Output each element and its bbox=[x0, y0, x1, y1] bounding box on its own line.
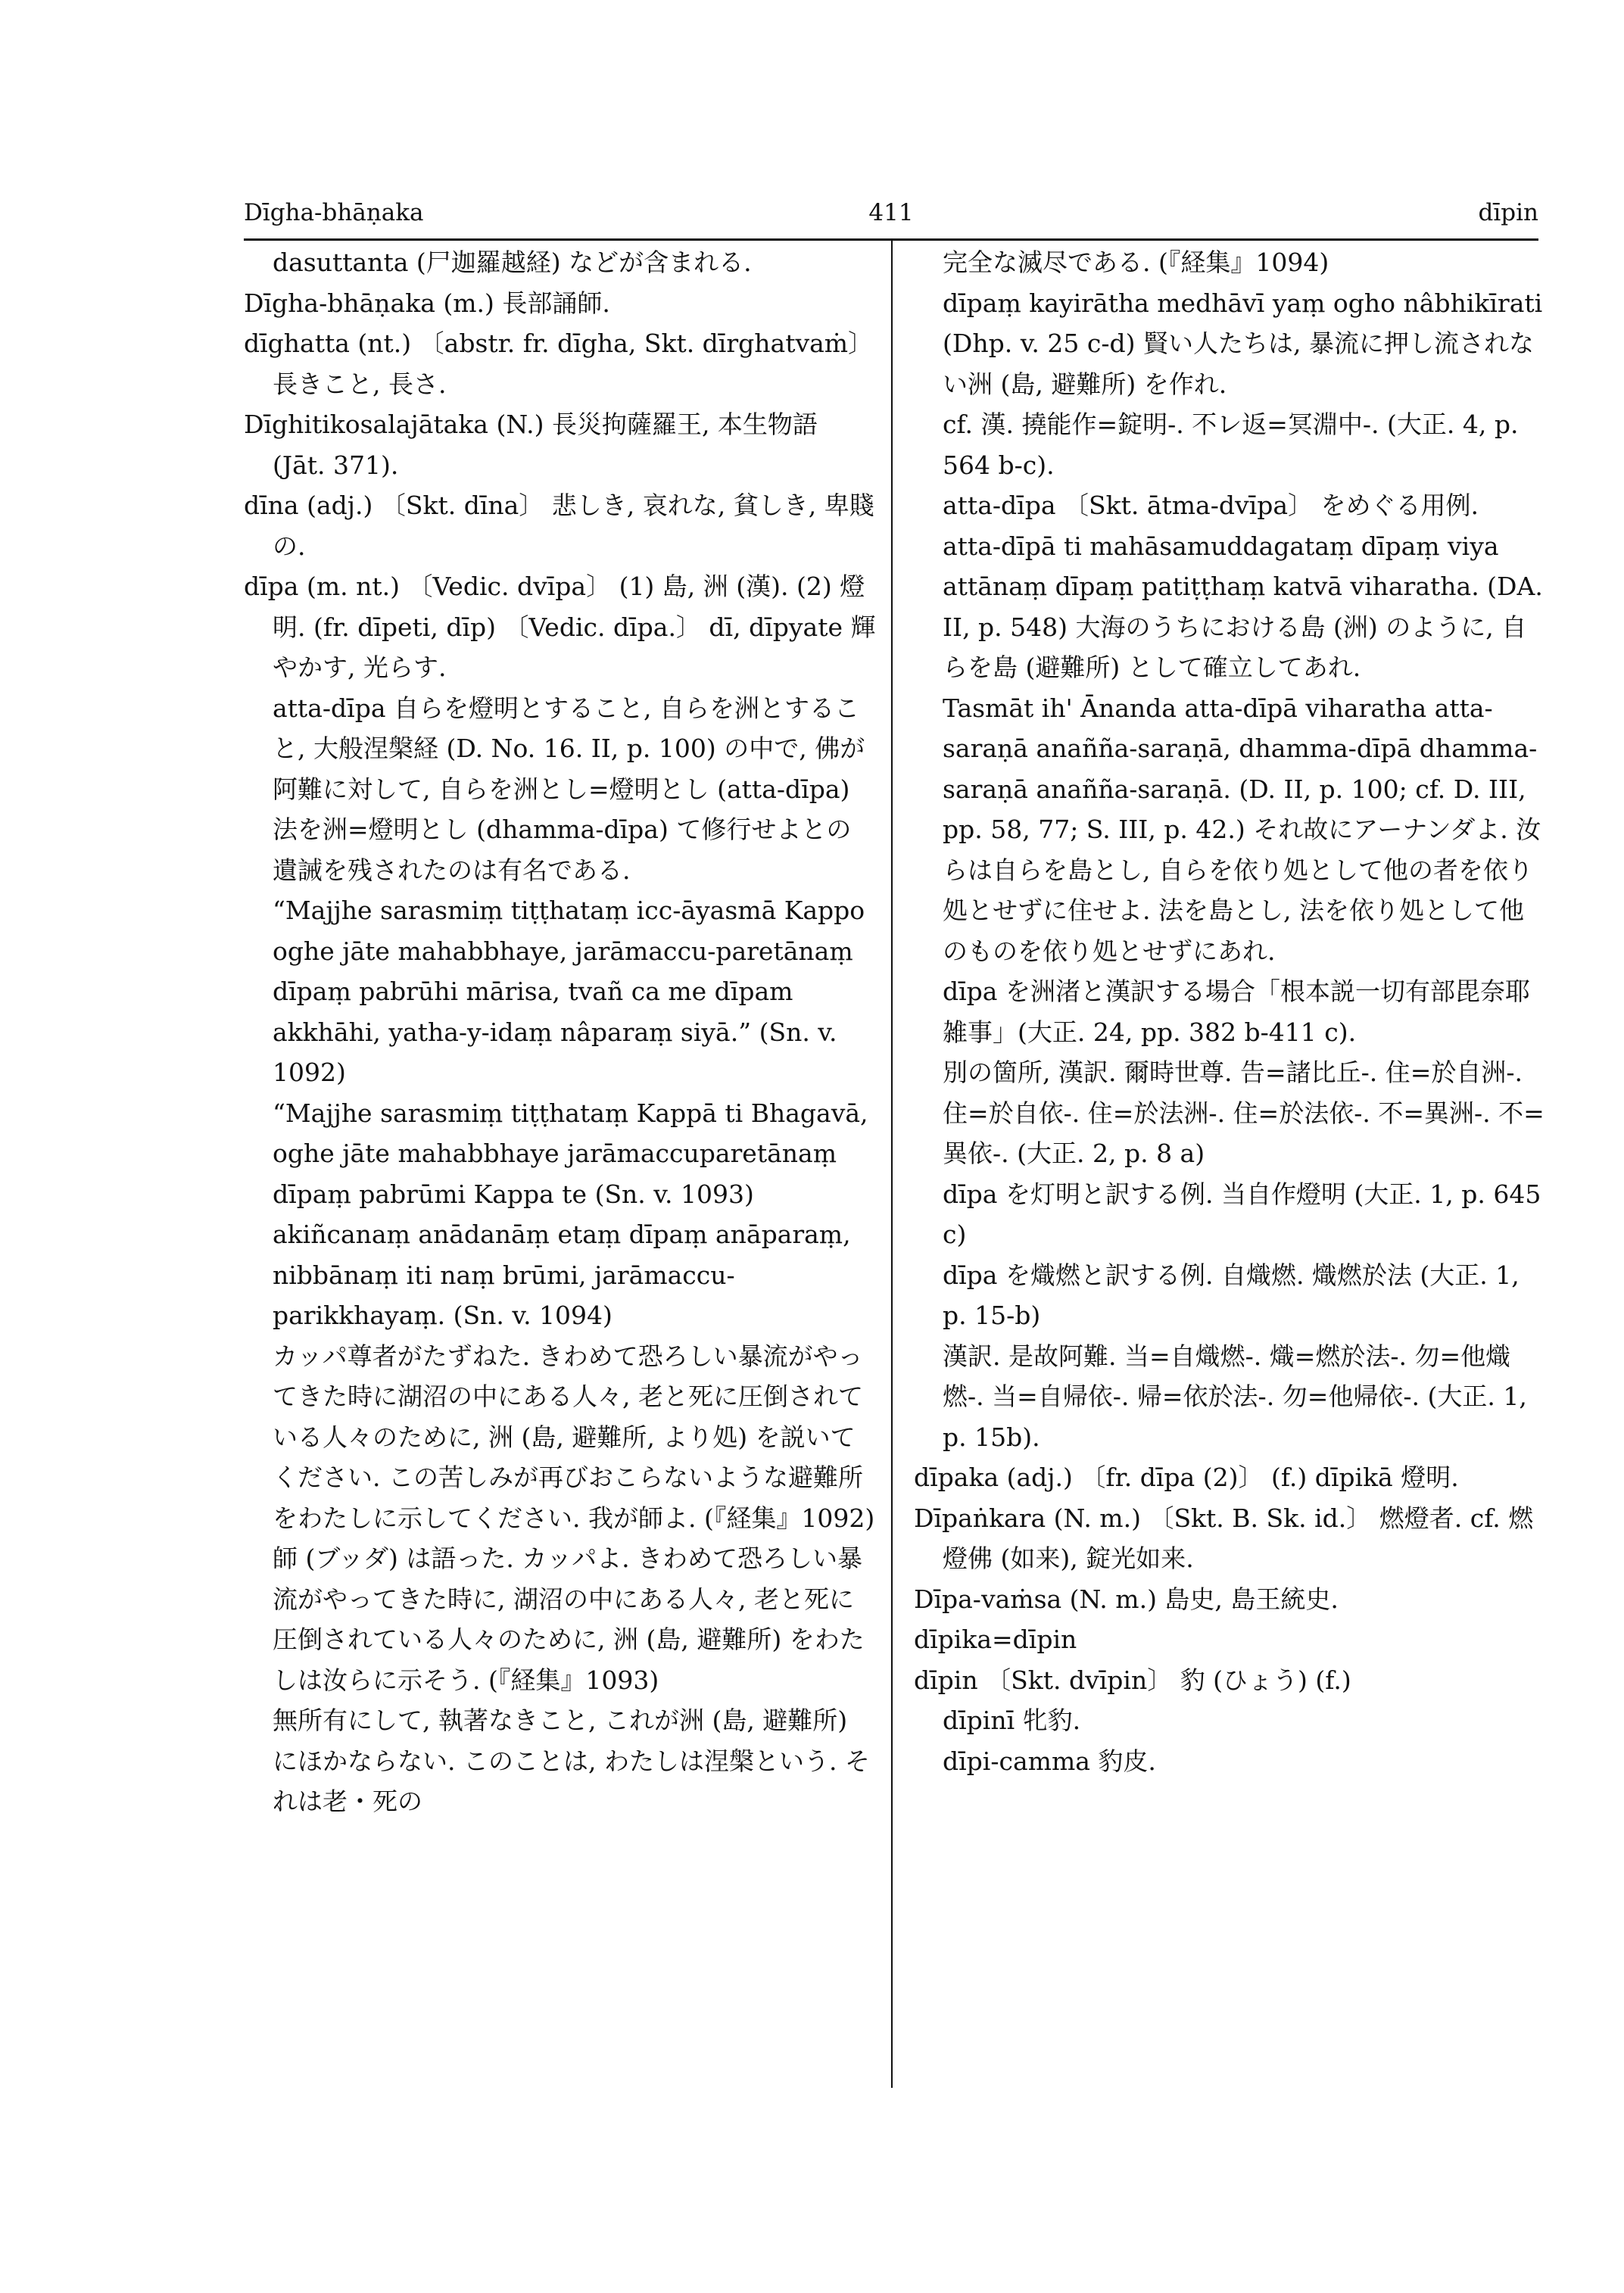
dictionary-entry: Dīghitikosalajātaka (N.) 長災拘薩羅王, 本生物語 (Jāt. 371). bbox=[244, 410, 818, 480]
running-head-right: dīpin bbox=[1478, 199, 1538, 226]
dictionary-entry: dīpa (m. nt.) 〔Vedic. dvīpa〕 (1) 島, 洲 (漢). (2) 燈明. (fr. dīpeti, dīp) 〔Vedic. dīpa.〕 dī, dīpyate 輝やかす, 光らす. bbox=[244, 572, 876, 682]
dictionary-entry: dīna (adj.) 〔Skt. dīna〕 悲しき, 哀れな, 貧しき, 卑賤の. bbox=[244, 491, 874, 561]
running-head-left: Dīgha-bhāṇaka bbox=[244, 199, 424, 226]
entry-text: dīpinī 牝豹. bbox=[943, 1706, 1081, 1735]
page-number: 411 bbox=[868, 199, 914, 226]
entry-text: dīpa を洲渚と漢訳する場合「根本説一切有部毘奈耶雑事」(大正. 24, pp. 382 b-411 c). bbox=[943, 977, 1530, 1047]
entry-text: “Majjhe sarasmiṃ tiṭṭhataṃ Kappā ti Bhagavā, oghe jāte mahabbhaye jarāmaccuparetānaṃ dīpaṃ pabrūmi Kappa te (Sn. v. 1093) bbox=[273, 1098, 868, 1209]
entry-text: 師 (ブッダ) は語った. カッパよ. きわめて恐ろしい暴流がやってきた時に, 湖沼の中にある人々, 老と死に圧倒されている人々のために, 洲 (島, 避難所) をわたしは汝らに示そう. (『経集』1093) bbox=[273, 1544, 865, 1695]
dictionary-entry: dīpaka (adj.) 〔fr. dīpa (2)〕 (f.) dīpikā 燈明. bbox=[914, 1463, 1459, 1492]
dictionary-entry: Dīpa-vaṁsa (N. m.) 島史, 島王統史. bbox=[914, 1584, 1339, 1614]
dictionary-entry: Dīgha-bhāṇaka (m.) 長部誦師. bbox=[244, 288, 610, 318]
entry-text: dasuttanta (尸迦羅越経) などが含まれる. bbox=[273, 248, 752, 277]
entry-text: cf. 漢. 撓能作=錠明-. 不レ返=冥淵中-. (大正. 4, p. 564 b-c). bbox=[943, 410, 1519, 480]
entry-text: dīpa を灯明と訳する例. 当自作燈明 (大正. 1, p. 645 c) bbox=[943, 1179, 1541, 1249]
entry-text: 無所有にして, 執著なきこと, これが洲 (島, 避難所) にほかならない. このことは, わたしは涅槃という. それは老・死の bbox=[273, 1706, 870, 1816]
entry-text: atta-dīpa 〔Skt. ātma-dvīpa〕 をめぐる用例. bbox=[943, 491, 1479, 520]
dictionary-entry: dīpika=dīpin bbox=[914, 1625, 1077, 1654]
entry-text: “Majjhe sarasmiṃ tiṭṭhataṃ icc-āyasmā Kappo oghe jāte mahabbhaye, jarāmaccu-paretānaṃ dīpaṃ pabrūhi mārisa, tvañ ca me dīpam akkhāhi, yatha-y-idaṃ nâparaṃ siyā.” (Sn. v. 1092) bbox=[273, 896, 865, 1087]
entry-text: atta-dīpa 自らを燈明とすること, 自らを洲とすること, 大般涅槃経 (D. No. 16. II, p. 100) の中で, 佛が阿難に対して, 自らを洲とし=燈明とし (atta-dīpa) 法を洲=燈明とし (dhamma-dīpa) て修行せよとの遺誡を残されたのは有名である. bbox=[273, 693, 865, 885]
entry-text: dīpa を熾燃と訳する例. 自熾燃. 熾燃於法 (大正. 1, p. 15-b) bbox=[943, 1260, 1520, 1330]
dictionary-entry: dīghatta (nt.) 〔abstr. fr. dīgha, Skt. dīrghatvaṁ〕 長きこと, 長さ. bbox=[244, 329, 874, 399]
entry-text: atta-dīpā ti mahāsamuddagataṃ dīpaṃ viya attānaṃ dīpaṃ patiṭṭhaṃ katvā viharatha. (DA. II, p. 548) 大海のうちにおける島 (洲) のように, 自らを島 (避難所) として確立してあれ. bbox=[943, 531, 1543, 682]
entry-text: 別の箇所, 漢訳. 爾時世尊. 告=諸比丘-. 住=於自洲-. 住=於自依-. 住=於法洲-. 住=於法依-. 不=異洲-. 不=異依-. (大正. 2, p. 8 a) bbox=[943, 1058, 1545, 1168]
page-header bbox=[244, 193, 1538, 241]
entry-text: dīpaṃ kayirātha medhāvī yaṃ ogho nâbhikīrati (Dhp. v. 25 c-d) 賢い人たちは, 暴流に押し流されない洲 (島, 避難所) を作れ. bbox=[943, 288, 1543, 399]
left-column bbox=[244, 242, 876, 1822]
entry-text: dīpi-camma 豹皮. bbox=[943, 1746, 1156, 1776]
entry-text: 漢訳. 是故阿難. 当=自熾燃-. 熾=燃於法-. 勿=他熾燃-. 当=自帰依-. 帰=依於法-. 勿=他帰依-. (大正. 1, p. 15b). bbox=[943, 1341, 1527, 1452]
entry-text: Tasmāt ih' Ānanda atta-dīpā viharatha atta-saraṇā anañña-saraṇā, dhamma-dīpā dhamma-saraṇā anañña-saraṇā. (D. II, p. 100; cf. D. III, pp. 58, 77; S. III, p. 42.) それ故にアーナンダよ. 汝らは自らを島とし, 自らを依り処として他の者を依り処とせずに住せよ. 法を島とし, 法を依り処として他のものを依り処とせずにあれ. bbox=[943, 693, 1541, 966]
dictionary-entry: dīpin 〔Skt. dvīpin〕 豹 (ひょう) (f.) bbox=[914, 1665, 1351, 1695]
entry-text: akiñcanaṃ anādanāṃ etaṃ dīpaṃ anāparaṃ, nibbānaṃ iti naṃ brūmi, jarāmaccu-parikkhayaṃ. (Sn. v. 1094) bbox=[273, 1220, 851, 1330]
entry-text: 完全な滅尽である. (『経集』1094) bbox=[943, 248, 1329, 277]
dictionary-entry: Dīpaṅkara (N. m.) 〔Skt. B. Sk. id.〕 燃燈者. cf. 燃燈佛 (如来), 錠光如来. bbox=[914, 1503, 1534, 1573]
right-column bbox=[914, 242, 1546, 1781]
column-divider bbox=[891, 241, 893, 2088]
entry-text: カッパ尊者がたずねた. きわめて恐ろしい暴流がやってきた時に湖沼の中にある人々, 老と死に圧倒されている人々のために, 洲 (島, 避難所, より処) を説いてください. この苦しみが再びおこらないような避難所をわたしに示してください. 我が師よ. (『経集』1092) bbox=[273, 1341, 875, 1533]
